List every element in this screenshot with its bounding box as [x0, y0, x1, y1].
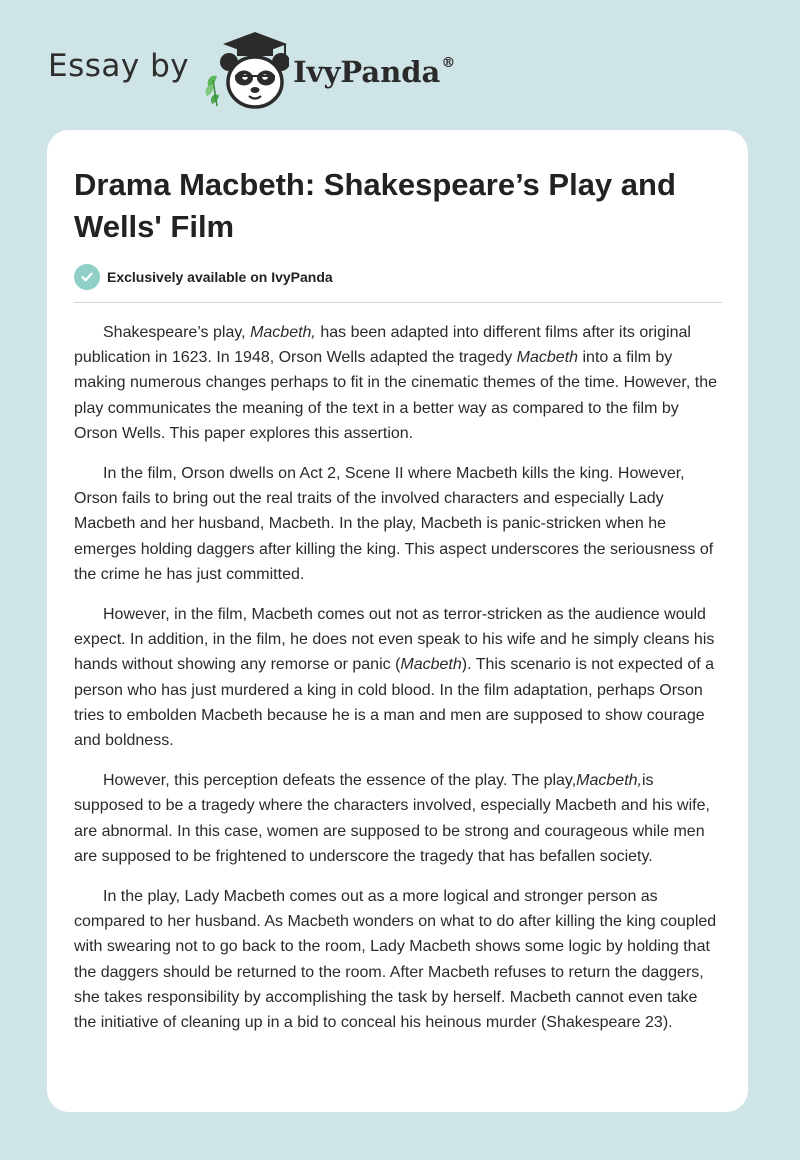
badge-label: Exclusively available on IvyPanda: [107, 269, 333, 285]
exclusive-badge: [74, 264, 333, 290]
site-header: [48, 30, 455, 110]
panda-graduate-logo-icon[interactable]: [203, 30, 289, 110]
article-card: [47, 130, 748, 1112]
brand-name[interactable]: IvyPanda®: [293, 55, 456, 89]
text-run: In the play, Lady Macbeth comes out as a more logical and stronger person as compared to her husband. As Macbeth wonders on what to do after killing the king coupled with swearing not to go back to the room, Lady Macbeth shows some logic by holding that the daggers should be returned to the room. After Macbeth refuses to return the daggers, she takes responsibility by accomplishing the task by herself. Macbeth cannot even take the initiative of cleaning up in a bid to conceal his heinous murder (Shakespeare 23).: [74, 888, 717, 1032]
article-title: Drama Macbeth: Shakespeare’s Play and Wells' Film: [74, 167, 676, 244]
paragraph: [74, 768, 724, 869]
registered-mark: ®: [441, 55, 456, 72]
italic-text: Macbeth: [516, 349, 579, 367]
text-run: ). This scenario is not expected of a person who has just murdered a king in cold blood. In the film adaptation, perhaps Orson tries to embolden Macbeth because he is a man and men are supposed to show courage and boldness.: [74, 656, 715, 750]
text-run: into a film by making numerous changes perhaps to fit in the cinematic themes of the time. However, the play communicates the meaning of the text in a better way as compared to the film by Orson Wells. This paper explores this assertion.: [74, 349, 717, 442]
paragraph: [74, 320, 724, 446]
text-run: is supposed to be a tragedy where the characters involved, especially Macbeth and his wife, are abnormal. In this case, women are supposed to be strong and courageous while men are supposed to be frightened to underscore the tragedy that has befallen society.: [74, 772, 710, 865]
italic-text: Macbeth,: [576, 772, 642, 790]
brand-prefix: Essay by: [48, 48, 190, 84]
paragraph: [74, 461, 724, 587]
text-run: has been adapted into different films after its original publication in 1623. In 1948, Orson Wells adapted the tragedy: [74, 324, 691, 367]
paragraph: [74, 602, 724, 753]
italic-text: Macbeth,: [250, 324, 316, 341]
article-body: [74, 320, 724, 1050]
text-run: In the film, Orson dwells on Act 2, Scene II where Macbeth kills the king. However, Orson fails to bring out the real traits of the involved characters and especially Lady Macbeth and her husband, Macbeth. In the play, Macbeth is panic-stricken when he emerges holding daggers after killing the king. This aspect underscores the seriousness of the crime he has just committed.: [74, 465, 714, 583]
text-run: However, this perception defeats the essence of the play. The play,: [103, 772, 577, 790]
divider: [74, 302, 722, 303]
text-run: However, in the film, Macbeth comes out not as terror-stricken as the audience would expect. In addition, in the film, he does not even speak to his wife and he simply cleans his hands without showing any remorse or panic (: [74, 606, 715, 674]
text-run: Shakespeare’s play,: [103, 324, 251, 341]
paragraph: [74, 884, 724, 1035]
check-circle-icon: [74, 264, 100, 290]
italic-text: Macbeth: [400, 656, 462, 674]
